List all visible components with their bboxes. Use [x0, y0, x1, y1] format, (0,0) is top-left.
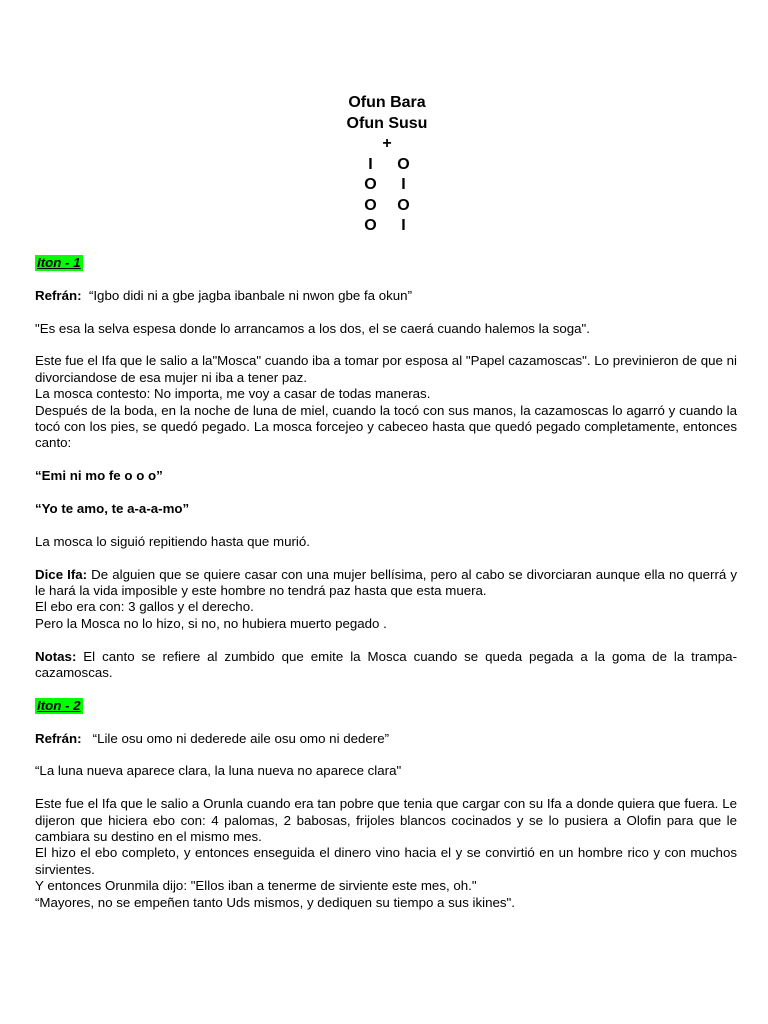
sigil-row	[0, 216, 768, 237]
dice-ifa-label: Dice Ifa:	[35, 566, 88, 582]
song-text: “Emi ni mo fe o o o”	[35, 468, 163, 484]
document-header	[0, 93, 768, 237]
iton-1-story-1: Este fue el Ifa que le salio a la"Mosca" cuando iba a tomar por esposa al "Papel cazamoscas". Lo previnieron de que ni divorciandose de esa mujer ni iba a tener paz.	[35, 353, 737, 385]
iton-1-heading: Iton - 1	[37, 255, 81, 270]
song-text: “Yo te amo, te a-a-a-mo”	[35, 501, 190, 517]
iton-2-translation: “La luna nueva aparece clara, la luna nueva no aparece clara"	[35, 763, 402, 779]
title-ofun-bara: Ofun Bara	[348, 94, 426, 111]
iton-1-story-2: La mosca contesto: No importa, me voy a casar de todas maneras.	[35, 386, 431, 402]
iton-1-refran	[35, 288, 737, 304]
notas-label: Notas:	[35, 648, 77, 664]
plus-sign: +	[382, 135, 392, 152]
sigil-mark: O	[397, 196, 410, 214]
song-line-2	[35, 501, 737, 517]
iton-2-heading: Iton - 2	[37, 697, 81, 713]
sigil-mark: I	[368, 155, 373, 173]
sigil-mark: O	[364, 176, 377, 193]
iton-2-story-1: Este fue el Ifa que le salio a Orunla cuando era tan pobre que tenia que cargar con su Ifa a donde quiera que fuera. Le dijeron que hiciera ebo con: 4 palomas, 2 babosas, frijoles blancos cocinados y se lo pusiera a Olofin para que le cambiara su destino en el mismo mes.	[35, 796, 737, 845]
sigil-row	[0, 155, 768, 176]
document-body	[35, 255, 737, 911]
iton-2-story-4: “Mayores, no se empeñen tanto Uds mismos, y dediquen su tiempo a sus ikines".	[35, 894, 515, 910]
notas	[35, 649, 737, 682]
notas-text: El canto se refiere al zumbido que emite la Mosca cuando se queda pegada a la goma de la trampa-cazamoscas.	[35, 648, 737, 681]
sigil-row	[0, 196, 768, 217]
sigil-mark: O	[397, 155, 410, 173]
iton-2-heading-line	[35, 698, 737, 714]
iton-1-story-3: Después de la boda, en la noche de luna de miel, cuando la tocó con sus manos, la cazamoscas lo agarró y cuando la tocó con los pies, se quedó pegado. La mosca forcejeo y cabeceo hasta que quedó pegado completamente, entonces canto:	[35, 402, 737, 451]
refran-label: Refrán:	[35, 730, 82, 746]
iton-2-story-2: El hizo el ebo completo, y entonces enseguida el dinero vino hacia el y se convirtió en un hombre rico y con muchos sirvientes.	[35, 845, 737, 877]
iton-1-heading-line	[35, 255, 737, 271]
ebo-line: El ebo era con: 3 gallos y el derecho.	[35, 599, 254, 615]
sigil-mark: O	[364, 196, 377, 214]
refran-text: “Lile osu omo ni dederede aile osu omo ni dedere”	[92, 730, 390, 746]
ebo-line-2: Pero la Mosca no lo hizo, si no, no hubiera muerto pegado .	[35, 615, 387, 631]
iton-2-refran	[35, 731, 737, 747]
dice-ifa	[35, 567, 737, 600]
sigil-mark: O	[364, 217, 377, 234]
sigil-row	[0, 175, 768, 196]
sigil-mark: I	[401, 217, 406, 234]
song-line-1	[35, 468, 737, 484]
dice-ifa-text: De alguien que se quiere casar con una mujer bellísima, pero al cabo se divorciaran aunque ella no querrá y le hará la vida imposible y este hombre no tendrá paz hasta que esta muera.	[35, 566, 737, 599]
refran-text: “Igbo didi ni a gbe jagba ibanbale ni nwon gbe fa okun”	[88, 287, 412, 303]
refran-label: Refrán:	[35, 287, 82, 303]
sigil-mark: I	[401, 176, 406, 193]
iton-2-story-3: Y entonces Orunmila dijo: "Ellos iban a tenerme de sirviente este mes, oh."	[35, 878, 477, 894]
iton-1-translation: "Es esa la selva espesa donde lo arrancamos a los dos, el se caerá cuando halemos la soga".	[35, 320, 590, 336]
iton-1-after: La mosca lo siguió repitiendo hasta que murió.	[35, 533, 310, 549]
title-ofun-susu: Ofun Susu	[346, 114, 428, 132]
